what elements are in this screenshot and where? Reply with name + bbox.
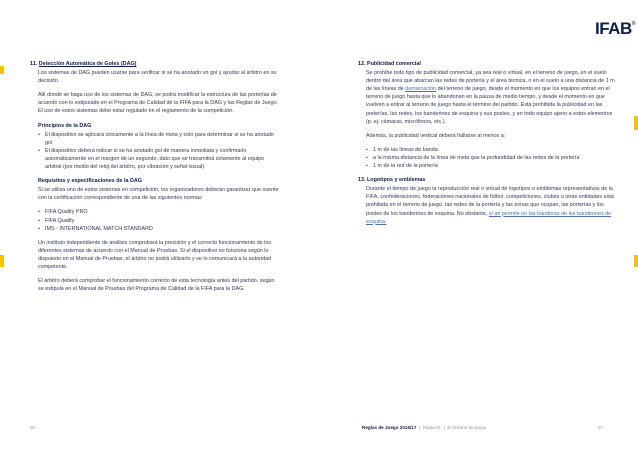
list-item: • El dispositivo se aplicará únicamente a la línea de meta y solo para determinar si se ha anotado gol xyxy=(38,131,280,147)
left-column xyxy=(30,60,280,299)
requisitos-text: Si se utiliza uno de estos sistemas en competición, los organizadores deberán garantizar que cuente con la certificación correspondiente de una de las siguientes normas: xyxy=(38,187,279,202)
section-11-structure: Allí donde se haga uso de los sistemas de DAG, se podrá modificar la estructura de las porterías de acuerdo con lo estipulado en el Programa de Calidad de la FIFA para la DAG y las Reglas de Juego. El uso de estos sistemas debe estar regulado en el reglamento de la competición. xyxy=(38,92,279,115)
section-11-intro: Los sistemas de DAG pueden usarse para verificar si se ha anotado un gol y ayudar al árbitro en su decisión. xyxy=(38,70,277,85)
page-number-left: 26 xyxy=(30,425,36,430)
demarcacion-link[interactable]: demarcación xyxy=(405,86,437,93)
ifab-logo: IFAB® xyxy=(595,19,635,38)
accent-mark-right-bottom xyxy=(634,255,638,267)
list-item: • 1 m de la red de la portería xyxy=(366,162,616,170)
list-item: • El dispositivo deberá indicar si se ha anotado gol de manera inmediata y confirmarlo automáticamente en el margen de un segundo, dato que se transmitirá solamente al equipo arbitral (por medio del reloj del árbitro, por vibración y señal visual). xyxy=(38,147,280,171)
normas-list xyxy=(38,208,280,232)
list-item: • IMS - INTERNATIONAL MATCH STANDARD xyxy=(38,225,280,233)
corner-flags-link[interactable]: sí se permite en las banderas de los banderines de esquina. xyxy=(366,210,612,225)
list-item: • a la misma distancia de la línea de meta que la profundidad de las redes de la portería xyxy=(366,154,616,162)
footer-rule: Regla 01 xyxy=(422,425,442,430)
footer-section: El terreno de juego xyxy=(447,425,487,430)
section-13-title: 13. Logotipos y emblemas xyxy=(358,177,426,184)
requisitos-heading: Requisitos y especificaciones de la DAG xyxy=(38,178,142,185)
section-11-title: 11. Detección Automática de Goles (DAG) xyxy=(30,61,137,67)
right-column xyxy=(358,60,616,232)
page-number-right: 27 xyxy=(598,425,604,430)
accent-mark-left-bottom xyxy=(0,255,4,267)
test-manual-text: Un instituto independiente de análisis comprobará la precisión y el correcto funcionamiento de los diferentes sistemas de acuerdo con el Manual de Pruebas. Si el dispositivo no funciona según lo dispuesto en el Manual de Pruebas, el árbitro no podrá utilizarlo y se lo comunicará a la autoridad competente. xyxy=(38,239,272,270)
principios-heading: Principios de la DAG xyxy=(38,122,92,129)
section-13-text: Durante el tiempo de juego la reproducción real o virtual de logotipos o emblemas representativos de la FIFA, confederaciones, federaciones nacionales de fútbol, competiciones, clubes u otras entidades está prohibida en el terreno de juego, las redes de la portería y las zonas que ocupan, las porterías y los postes de los banderines de esquina. No obstante, sí se permite en las banderas de los banderines de esquina. xyxy=(366,186,614,225)
section-12-title: 12. Publicidad comercial xyxy=(358,61,421,67)
accent-mark-left-top xyxy=(0,66,4,74)
accent-mark-right-top xyxy=(634,116,638,130)
footer-info: Reglas de Juego 2016/17 | Regla 01 | El terreno de juego xyxy=(362,425,487,430)
section-12-text: Se prohíbe todo tipo de publicidad comercial, ya sea real o virtual, en el terreno de juego, en el suelo dentro del área que abarcan las redes de portería y el área técnica, o en el suelo a una distancia de 1 m de las líneas de demarcación del terreno de juego, desde el momento en que los equipos entran en el terreno de juego hasta que lo abandonan en la pausa de medio tiempo, y desde el momento en que vuelven a entrar al terreno de juego hasta el término del partido. Está prohibida la publicidad en las porterías, las redes, los banderines de esquina y sus postes, y en todo equipo ajeno a estos elementos (p. ej. cámaras, micrófonos, etc.). xyxy=(366,70,615,125)
list-item: • FIFA Quality xyxy=(38,217,280,225)
footer-title: Reglas de Juego 2016/17 xyxy=(362,425,417,430)
list-item: • FIFA Quality PRO xyxy=(38,208,280,216)
list-item: • 1 m de las líneas de banda xyxy=(366,146,616,154)
principios-list xyxy=(38,131,280,171)
distance-list xyxy=(366,146,616,170)
section-12-distance-intro: Además, la publicidad vertical deberá hallarse al menos a: xyxy=(366,132,506,139)
referee-check-text: El árbitro deberá comprobar el funcionamiento correcto de esta tecnología antes del partido, según se estipula en el Manual de Pruebas del Programa de Calidad de la FIFA para la DAG. xyxy=(38,278,275,293)
